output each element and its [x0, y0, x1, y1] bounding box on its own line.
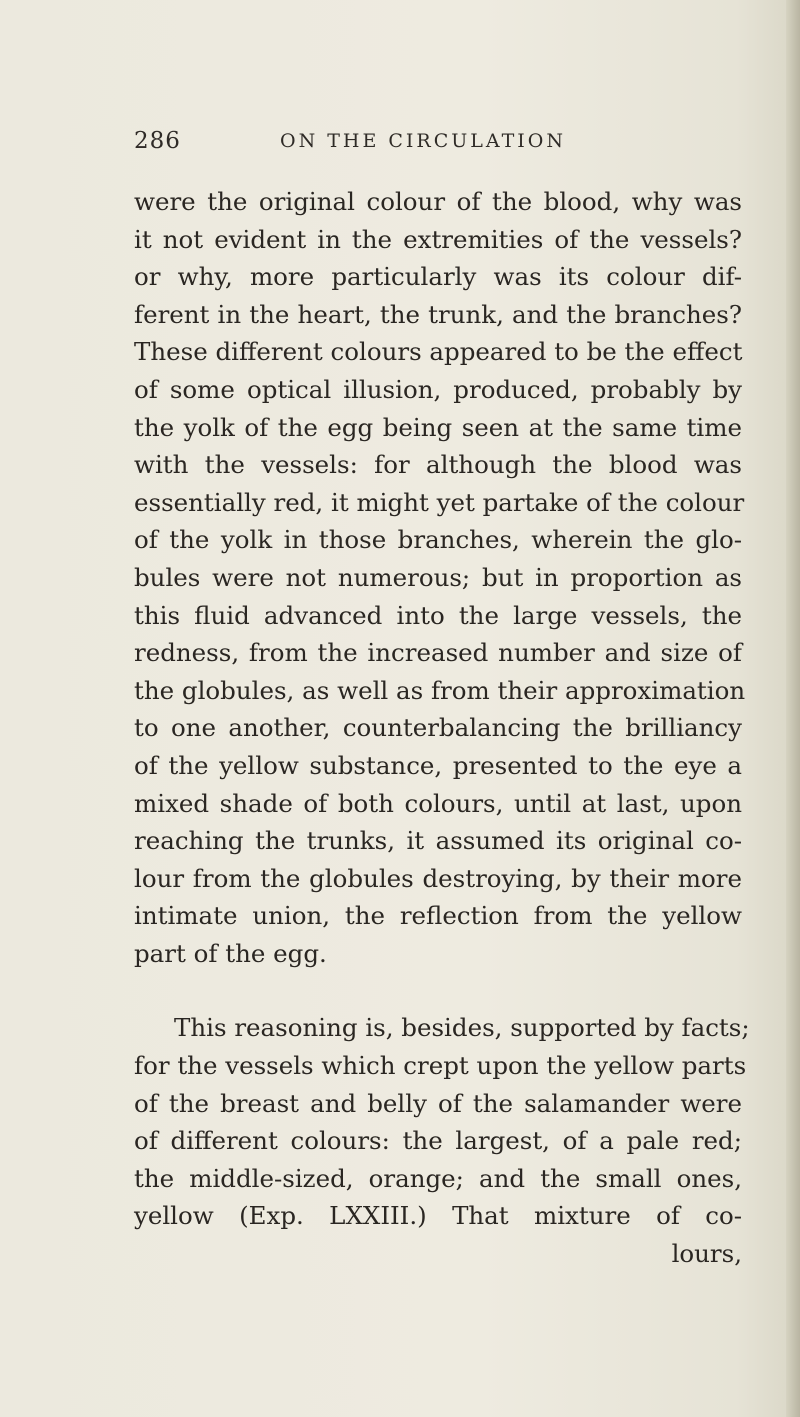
text-line: lours,	[671, 1239, 742, 1269]
paragraph-gap	[134, 972, 742, 1009]
text-line: with the vessels: for although the blood was	[134, 450, 742, 480]
text-line: bules were not numerous; but in proportion as	[134, 562, 742, 592]
text-line: redness, from the increased number and size of	[134, 638, 742, 668]
text-line: the yolk of the egg being seen at the same time	[134, 412, 742, 442]
text-line: yellow (Exp. LXXIII.) That mixture of co-	[134, 1201, 742, 1231]
text-line: this fluid advanced into the large vessels, the	[134, 600, 742, 630]
text-line: of some optical illusion, produced, probably by	[134, 374, 742, 404]
text-line: were the original colour of the blood, why was	[134, 187, 742, 216]
page-edge-shadow	[786, 0, 800, 1417]
text-line: essentially red, it might yet partake of the colour	[134, 487, 745, 517]
page-number: 286	[134, 128, 181, 154]
text-line: These different colours appeared to be the effect	[134, 337, 743, 367]
text-line: intimate union, the reflection from the yellow	[134, 901, 742, 931]
body-text	[134, 183, 750, 1273]
text-line: ferent in the heart, the trunk, and the branches?	[134, 299, 742, 329]
text-line: or why, more particularly was its colour dif-	[134, 262, 742, 292]
text-line: the middle-sized, orange; and the small ones,	[134, 1163, 742, 1193]
text-line: of the yellow substance, presented to the eye a	[134, 750, 742, 780]
text-line: of the breast and belly of the salamander were	[134, 1088, 742, 1118]
paragraph-1	[134, 183, 746, 972]
text-line: part of the egg.	[134, 938, 327, 968]
text-line: reaching the trunks, it assumed its original co-	[134, 826, 742, 856]
text-line: it not evident in the extremities of the vessels?	[134, 224, 742, 254]
text-line: mixed shade of both colours, until at last, upon	[134, 788, 742, 818]
text-line: lour from the globules destroying, by their more	[134, 863, 742, 893]
text-line: This reasoning is, besides, supported by facts;	[174, 1013, 750, 1043]
text-line: of different colours: the largest, of a pale red;	[134, 1126, 742, 1156]
paragraph-2	[134, 1009, 750, 1272]
text-line: the globules, as well as from their approximation	[134, 675, 746, 705]
running-head: ON THE CIRCULATION	[280, 130, 566, 152]
text-line: of the yolk in those branches, wherein the glo-	[134, 525, 742, 555]
text-line: to one another, counterbalancing the brilliancy	[134, 713, 742, 743]
text-line: for the vessels which crept upon the yellow parts	[134, 1051, 747, 1081]
page-header	[134, 128, 734, 168]
